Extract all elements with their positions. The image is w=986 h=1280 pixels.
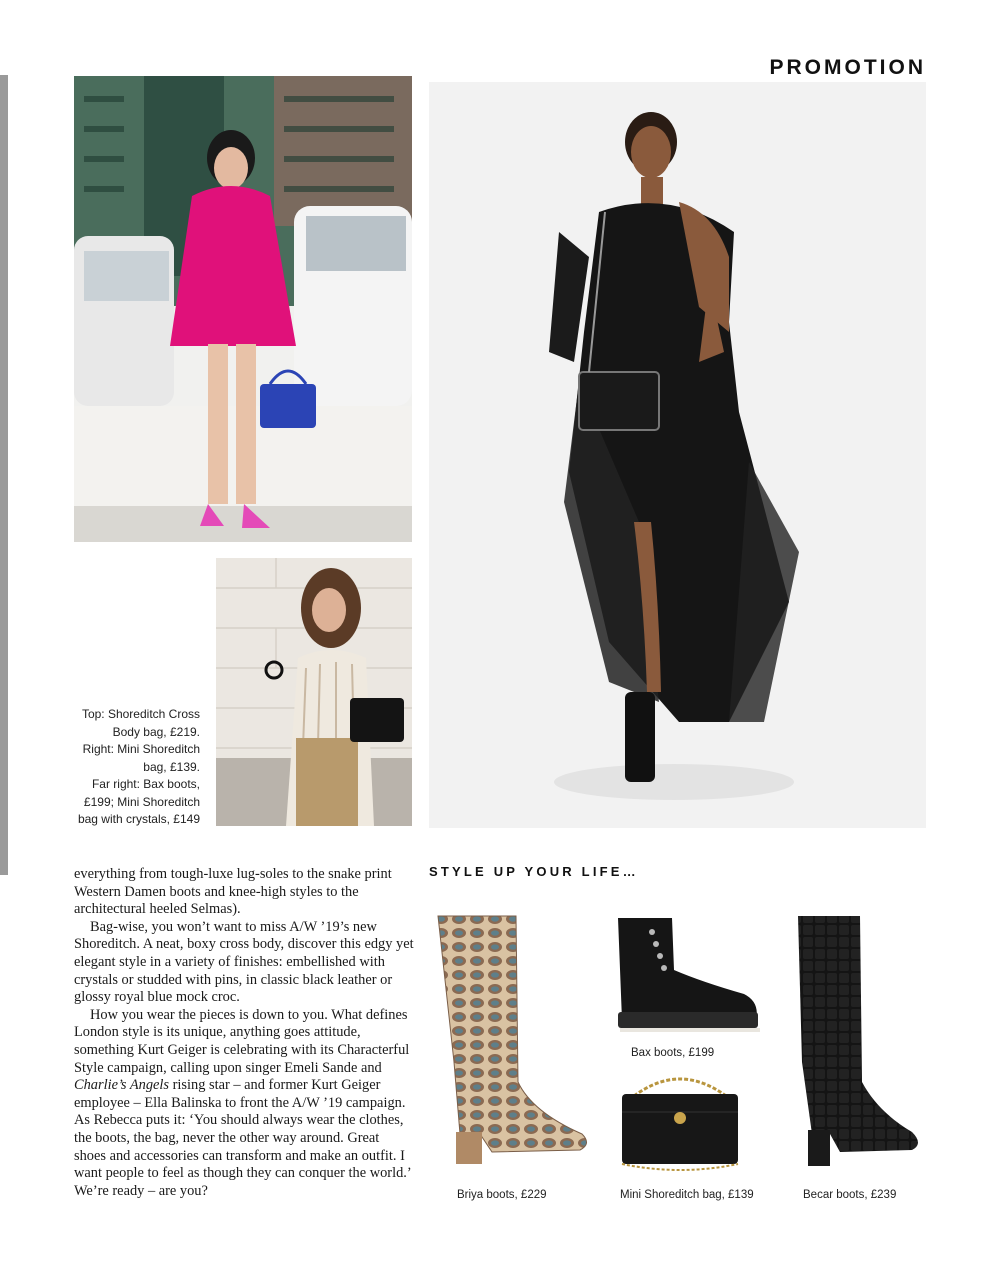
film-title: Charlie’s Angels bbox=[74, 1077, 170, 1094]
caption-line: bag with crystals, £149 bbox=[77, 812, 200, 826]
caption-line: Right: Mini Shoreditch bbox=[82, 742, 200, 756]
product-image-bax-boots bbox=[612, 912, 762, 1034]
article-text: rising star – and former Kurt Geiger employee – Ella Balinska to front the A/W ’19 campaign. As Rebecca puts it: ‘You should always wear the clothes, the boots, the bag, never the other way around. Great shoes and accessories can transform and make an outfit. I want people to feel as though they can conquer the world.’ We’re ready – are you? bbox=[74, 1077, 411, 1199]
caption-line: £199; Mini Shoreditch bbox=[83, 794, 200, 809]
product-label: Briya boots, £229 bbox=[457, 1189, 547, 1201]
product-image-mini-shoreditch-bag bbox=[618, 1072, 742, 1172]
caption-line: bag, £139. bbox=[143, 759, 200, 774]
caption-line: Body bag, £219. bbox=[112, 724, 200, 739]
article-text: How you wear the pieces is down to you. What defines London style is its unique, anything goes attitude, something Kurt Geiger is celebrating with its Characterful Style campaign, calling upon singer Emeli Sande and bbox=[74, 1006, 410, 1076]
caption-line: Far right: Bax boots, bbox=[91, 777, 200, 791]
product-label: Bax boots, £199 bbox=[631, 1047, 715, 1059]
promotion-label: PROMOTION bbox=[769, 56, 926, 79]
article-paragraph: everything from tough-luxe lug-soles to the snake print Western Damen boots and knee-high styles to the architectural heeled Selmas). bbox=[74, 866, 392, 918]
facing-page-edge bbox=[0, 75, 8, 875]
article-paragraph: Bag-wise, you won’t want to miss A/W ’19’s new Shoreditch. A neat, boxy cross body, discover this edgy yet elegant style in a variety of finishes: embellished with crystals or studded with pins, in classic black leather or glossy royal blue mock croc. bbox=[74, 918, 414, 1006]
article-body bbox=[74, 866, 414, 1200]
article-paragraph bbox=[74, 1007, 414, 1201]
caption-line: Top: Shoreditch Cross bbox=[81, 707, 200, 721]
street-style-photo-pink-blazer bbox=[74, 76, 412, 542]
street-style-photo-striped-shirt bbox=[216, 558, 412, 826]
section-heading: STYLE UP YOUR LIFE… bbox=[429, 864, 639, 879]
studio-photo-model-black-dress bbox=[429, 82, 926, 828]
product-label: Mini Shoreditch bag, £139 bbox=[620, 1189, 754, 1201]
product-image-becar-boots bbox=[790, 912, 926, 1172]
photo-caption bbox=[74, 706, 200, 829]
product-image-briya-boots bbox=[432, 912, 592, 1172]
product-label: Becar boots, £239 bbox=[803, 1189, 897, 1201]
